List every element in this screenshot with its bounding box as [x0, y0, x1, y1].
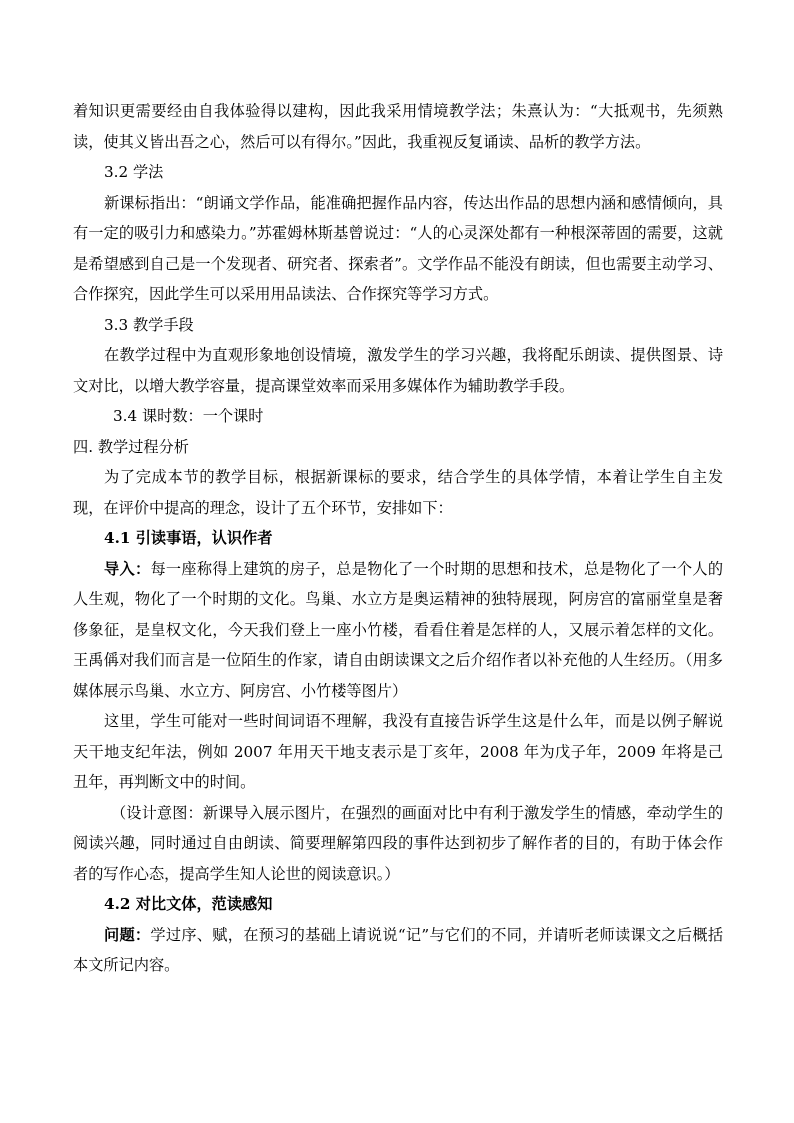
heading-4-2: 4.2 对比文体，范读感知: [104, 895, 273, 913]
paragraph-teaching-method: 着知识更需要经由自我体验得以建构，因此我采用情境教学法；朱熹认为：“大抵观书，先须熟读，使其义皆出吾之心，然后可以有得尔。”因此，我重视反复诵读、品析的教学方法。: [73, 102, 723, 151]
lead-label-question: 问题：: [104, 925, 151, 944]
heading-4-1: 4.1 引读事语，认识作者: [104, 529, 273, 547]
paragraph-introduction-text: 每一座称得上建筑的房子，总是物化了一个时期的思想和技术，总是物化了一个人的人生观，物化了一个时期的文化。鸟巢、水立方是奥运精神的独特展现，阿房宫的富丽堂皇是奢侈象征，是皇权文化，今天我们登上一座小竹楼，看看住着是怎样的人，又展示着怎样的文化。王禹偁对我们而言是一位陌生的作家，请自由朗读课文之后介绍作者以补充他的人生经历。（用多媒体展示鸟巢、水立方、阿房宫、小竹楼等图片）: [73, 559, 724, 700]
paragraph-question-text: 学过序、赋，在预习的基础上请说说“记”与它们的不同，并请听老师读课文之后概括本文所记内容。: [73, 925, 724, 974]
paragraph-learning-method: 新课标指出：“朗诵文学作品，能准确把握作品内容，传达出作品的思想内涵和感情倾向，具有一定的吸引力和感染力。”苏霍姆林斯基曾说过：“人的心灵深处都有一种根深蒂固的需要，这就是希望感到自己是一个发现者、研究者、探索者”。文学作品不能没有朗读，但也需要主动学习、合作探究，因此学生可以采用用品读法、合作探究等学习方式。: [73, 193, 723, 303]
heading-3-4: 3.4 课时数：一个课时: [113, 407, 264, 425]
lead-label-intro: 导入：: [104, 559, 151, 578]
paragraph-design-intent: （设计意图：新课导入展示图片，在强烈的画面对比中有利于激发学生的情感，牵动学生的阅读兴趣，同时通过自由朗读、简要理解第四段的事件达到初步了解作者的目的，有助于体会作者的写作心态，提高学生知人论世的阅读意识。）: [73, 803, 723, 883]
paragraph-calendar-note: 这里，学生可能对一些时间词语不理解，我没有直接告诉学生这是什么年，而是以例子解说天干地支纪年法，例如 2007 年用天干地支表示是丁亥年，2008 年为戊子年，2009 年将是己丑年，再判断文中的时间。: [73, 712, 723, 791]
paragraph-teaching-means: 在教学过程中为直观形象地创设情境，激发学生的学习兴趣，我将配乐朗读、提供图景、诗文对比，以增大教学容量，提高课堂效率而采用多媒体作为辅助教学手段。: [73, 346, 723, 395]
heading-section-4: 四. 教学过程分析: [73, 437, 189, 456]
heading-3-2: 3.2 学法: [104, 163, 164, 181]
paragraph-process-intro: 为了完成本节的教学目标，根据新课标的要求，结合学生的具体学情，本着让学生自主发现，在评价中提高的理念，设计了五个环节，安排如下：: [73, 468, 723, 517]
heading-3-3: 3.3 教学手段: [104, 315, 194, 334]
paragraph-question: [73, 920, 723, 981]
paragraph-introduction: [73, 554, 723, 707]
document-body: [73, 96, 723, 981]
